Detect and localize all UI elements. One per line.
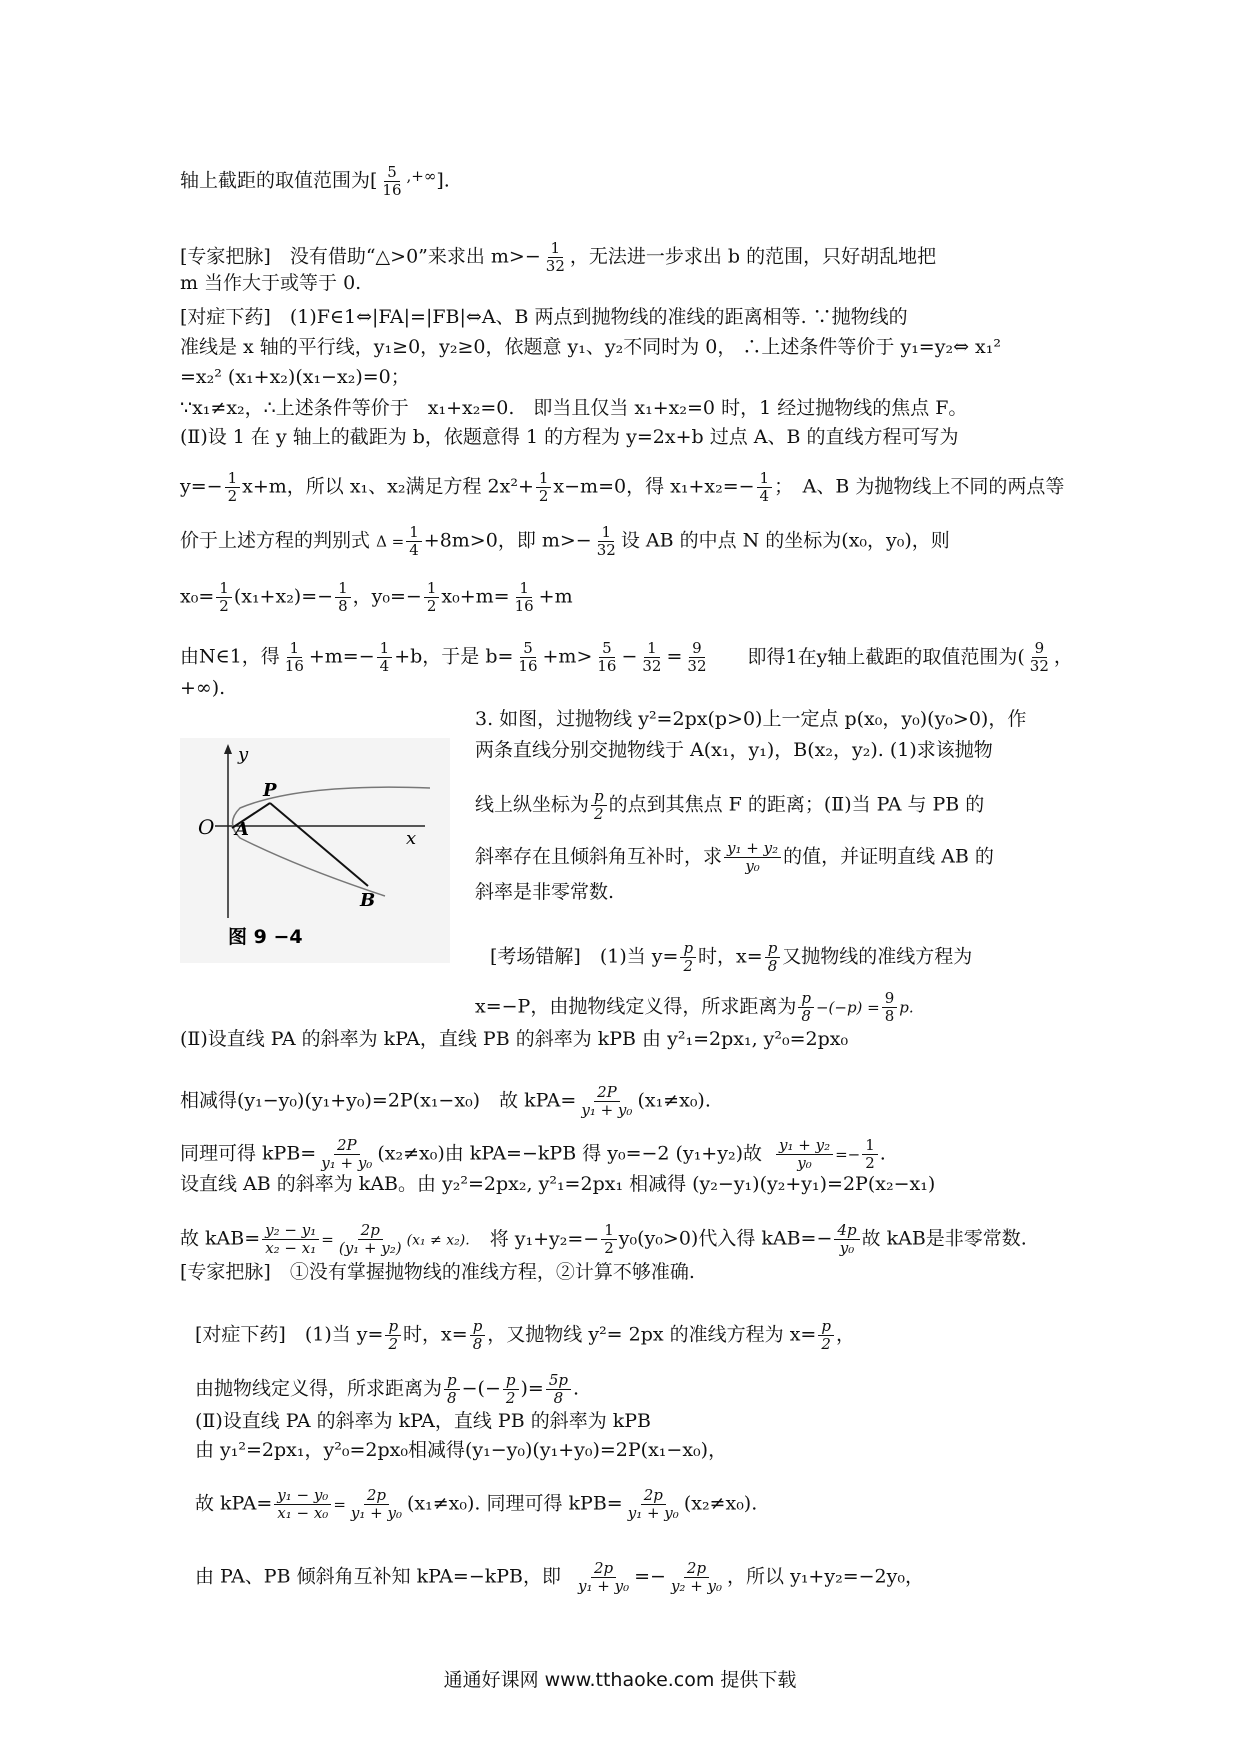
text-line: 轴上截距的取值范围为[ $\frac{5}{16}$ ,+∞].	[180, 163, 450, 199]
label-p: P	[263, 780, 277, 801]
fraction: $\frac{1}{2}$	[225, 470, 241, 505]
fraction: $\frac{\text{y₂ − y₁}}{\text{x₂ − x₁}}$	[262, 1222, 319, 1257]
fraction: $\frac{1}{2}$	[536, 470, 552, 505]
fraction: $\frac{p}{8}$	[798, 990, 814, 1025]
fraction: $\frac{9}{8}$	[882, 990, 898, 1025]
text-line: +∞).	[180, 677, 226, 699]
fraction: $\frac{9}{32}$	[687, 639, 707, 675]
text-line: 由N∈1，得 $\frac{1}{16}$ +m=− $\frac{1}{4}$ +b，于是 b= $\frac{5}{16}$ +m> $\frac{5}{16}$ − $\frac{1}{32}$ = $\frac{9}{32}$ 即得1在y轴上截距的取值范围为( $\frac{9}{32}$ ，	[180, 639, 1073, 675]
text-line: 线上纵坐标为 $\frac{p}{2}$ 的点到其焦点 F 的距离；(Ⅱ)当 PA 与 PB 的	[475, 787, 985, 823]
text-line: [专家把脉] 没有借助“△>0”来求出 m>− $\frac{1}{32}$ ，无法进一步求出 b 的范围，只好胡乱地把	[180, 239, 937, 275]
fraction: $\frac{5}{16}$	[382, 163, 402, 199]
fraction: $\frac{\text{y₁ + y₂}}{\text{y₀}}$	[724, 840, 781, 875]
text-line: (Ⅱ)设 1 在 y 轴上的截距为 b，依题意得 1 的方程为 y=2x+b 过点 A、B 的直线方程可写为	[180, 426, 959, 448]
label-y: y	[238, 744, 249, 765]
text-line: 3. 如图，过抛物线 y²=2px(p>0)上一定点 p(x₀，y₀)(y₀>0)，作	[475, 708, 1027, 730]
text-line: ∵x₁≠x₂，∴上述条件等价于 x₁+x₂=0. 即当且仅当 x₁+x₂=0 时，1 经过抛物线的焦点 F。	[180, 397, 968, 419]
fraction: $\frac{2p}{\text{y₁ + y₀}}$	[578, 1559, 630, 1595]
fraction: $\frac{1}{4}$	[757, 470, 773, 505]
fraction: $\frac{\text{y₁ + y₂}}{\text{y₀}}$	[776, 1137, 833, 1172]
text-line: 故 kAB= $\frac{\text{y₂ − y₁}}{\text{x₂ − x₁}}$ = $\frac{2p}{\text{(y₁ + y₂)}}$ (x₁ ≠ x₂). 将 y₁+y₂=− $\frac{1}{2}$ y₀(y₀>0)代入得 kAB=− $\frac{4p}{\text{y₀}}$ 故 kAB是非零常数.	[180, 1221, 1027, 1257]
label-x: x	[406, 828, 417, 849]
fraction: $\frac{5}{16}$	[518, 639, 538, 675]
fraction: $\frac{2P}{\text{y₁ + y₀}}$	[581, 1083, 633, 1119]
fraction: $\frac{p}{8}$	[470, 1318, 486, 1353]
fraction: $\frac{p}{2}$	[591, 788, 607, 823]
fraction: $\frac{p}{2}$	[818, 1318, 834, 1353]
fraction: $\frac{2p}{\text{(y₁ + y₂)}}$	[338, 1221, 402, 1257]
text-line: (Ⅱ)设直线 PA 的斜率为 kPA，直线 PB 的斜率为 kPB 由 y²₁=2px₁, y²₀=2px₀	[180, 1028, 849, 1050]
fraction: $\frac{p}{8}$	[765, 940, 781, 975]
text-line: 设直线 AB 的斜率为 kAB。由 y₂²=2px₂, y²₁=2px₁ 相减得 (y₂−y₁)(y₂+y₁)=2P(x₂−x₁)	[180, 1173, 936, 1195]
fraction: $\frac{2p}{\text{y₁ + y₀}}$	[627, 1486, 679, 1522]
figure-caption: 图 9 −4	[228, 926, 303, 948]
text-line: [对症下药] (1)当 y= $\frac{p}{2}$ 时，x= $\frac{p}{8}$ ，又抛物线 y²= 2px 的准线方程为 x= $\frac{p}{2}$ ，	[195, 1317, 855, 1353]
fraction: $\frac{1}{32}$	[596, 523, 616, 559]
parabola-figure	[180, 738, 450, 963]
text-line: 斜率是非零常数.	[475, 881, 615, 903]
text-line: [对症下药] (1)F∈1⇔|FA|=|FB|⇔A、B 两点到抛物线的准线的距离相等. ∵抛物线的	[180, 306, 908, 328]
text-line: [考场错解] (1)当 y= $\frac{p}{2}$ 时，x= $\frac{p}{8}$ 又抛物线的准线方程为	[490, 939, 973, 975]
fraction: $\frac{1}{2}$	[862, 1137, 878, 1172]
text-line: x=−P，由抛物线定义得，所求距离为 $\frac{p}{8}$ −(−p) = $\frac{9}{8}$ p.	[475, 989, 914, 1025]
figure-background	[180, 738, 450, 963]
fraction: $\frac{1}{4}$	[406, 524, 422, 559]
fraction: $\frac{p}{2}$	[503, 1372, 519, 1407]
text-line: 由 y₁²=2px₁，y²₀=2px₀相减得(y₁−y₀)(y₁+y₀)=2P(x₁−x₀)，	[195, 1439, 728, 1461]
fraction: $\frac{2P}{\text{y₁ + y₀}}$	[321, 1136, 373, 1172]
text-line: m 当作大于或等于 0.	[180, 272, 362, 294]
text-line: 斜率存在且倾斜角互补时，求 $\frac{\text{y₁ + y₂}}{\text{y₀}}$ 的值，并证明直线 AB 的	[475, 839, 994, 875]
fraction: $\frac{1}{8}$	[335, 580, 351, 615]
label-o: O	[198, 815, 215, 839]
text-line: 相减得(y₁−y₀)(y₁+y₀)=2P(x₁−x₀) 故 kPA= $\frac{2P}{\text{y₁ + y₀}}$ (x₁≠x₀).	[180, 1083, 711, 1119]
fraction: $\frac{5}{16}$	[597, 639, 617, 675]
text-line: 同理可得 kPB= $\frac{2P}{\text{y₁ + y₀}}$ (x₂≠x₀)由 kPA=−kPB 得 y₀=−2 (y₁+y₂)故 $\frac{\text{y₁ + y₂}}{\text{y₀}}$ =− $\frac{1}{2}$ .	[180, 1136, 886, 1172]
text-line: =x₂² (x₁+x₂)(x₁−x₂)=0；	[180, 366, 410, 388]
text-line: 两条直线分别交抛物线于 A(x₁，y₁)，B(x₂，y₂). (1)求该抛物	[475, 739, 993, 761]
fraction: $\frac{4p}{\text{y₀}}$	[834, 1222, 859, 1257]
fraction: $\frac{1}{2}$	[216, 580, 232, 615]
text-line: x₀= $\frac{1}{2}$ (x₁+x₂)=− $\frac{1}{8}$ ，y₀=− $\frac{1}{2}$ x₀+m= $\frac{1}{16}$ +m	[180, 579, 573, 615]
fraction: $\frac{1}{16}$	[514, 579, 534, 615]
text-line: y=− $\frac{1}{2}$ x+m，所以 x₁、x₂满足方程 2x²+ $\frac{1}{2}$ x−m=0，得 x₁+x₂=− $\frac{1}{4}$ ； A、B 为抛物线上不同的两点等	[180, 469, 1065, 505]
fraction: $\frac{2p}{\text{y₂ + y₀}}$	[670, 1559, 723, 1595]
label-b: B	[360, 890, 376, 911]
fraction: $\frac{5p}{8}$	[546, 1372, 571, 1407]
text-line: 价于上述方程的判别式 Δ = $\frac{1}{4}$ +8m>0，即 m>− $\frac{1}{32}$ 设 AB 的中点 N 的坐标为(x₀，y₀)，则	[180, 523, 950, 559]
fraction: $\frac{p}{2}$	[385, 1318, 401, 1353]
fraction: $\frac{p}{8}$	[444, 1372, 460, 1407]
fraction: $\frac{1}{2}$	[424, 580, 440, 615]
page-footer: 通通好课网 www.tthaoke.com 提供下载	[443, 1669, 797, 1691]
fraction: $\frac{1}{16}$	[284, 639, 304, 675]
fraction: $\frac{9}{32}$	[1029, 639, 1049, 675]
text-line: (Ⅱ)设直线 PA 的斜率为 kPA，直线 PB 的斜率为 kPB	[195, 1410, 652, 1432]
fraction: $\frac{p}{2}$	[680, 940, 696, 975]
text-line: 准线是 x 轴的平行线，y₁≥0，y₂≥0，依题意 y₁、y₂不同时为 0， ∴上述条件等价于 y₁=y₂⇔ x₁²	[180, 336, 1001, 358]
fraction: $\frac{1}{32}$	[642, 639, 662, 675]
text-line: 由 PA、PB 倾斜角互补知 kPA=−kPB，即 $\frac{2p}{\text{y₁ + y₀}}$ =− $\frac{2p}{\text{y₂ + y₀}}$ ，所以 y₁+y₂=−2y₀，	[195, 1559, 924, 1595]
parabola-diagram	[180, 738, 450, 963]
label-a: A	[235, 819, 249, 840]
text-line: 由抛物线定义得，所求距离为 $\frac{p}{8}$ −(− $\frac{p}{2}$ )= $\frac{5p}{8}$ .	[195, 1371, 580, 1407]
fraction: $\frac{1}{4}$	[377, 640, 393, 675]
fraction: $\frac{1}{32}$	[545, 239, 565, 275]
fraction: $\frac{1}{2}$	[601, 1222, 617, 1257]
fraction: $\frac{\text{y₁ − y₀}}{\text{x₁ − x₀}}$	[274, 1487, 331, 1522]
fraction: $\frac{2p}{\text{y₁ + y₀}}$	[350, 1486, 402, 1522]
text-line: [专家把脉] ①没有掌握抛物线的准线方程，②计算不够准确.	[180, 1261, 695, 1283]
text-line: 故 kPA= $\frac{\text{y₁ − y₀}}{\text{x₁ − x₀}}$ = $\frac{2p}{\text{y₁ + y₀}}$ (x₁≠x₀). 同理可得 kPB= $\frac{2p}{\text{y₁ + y₀}}$ (x₂≠x₀).	[195, 1486, 758, 1522]
